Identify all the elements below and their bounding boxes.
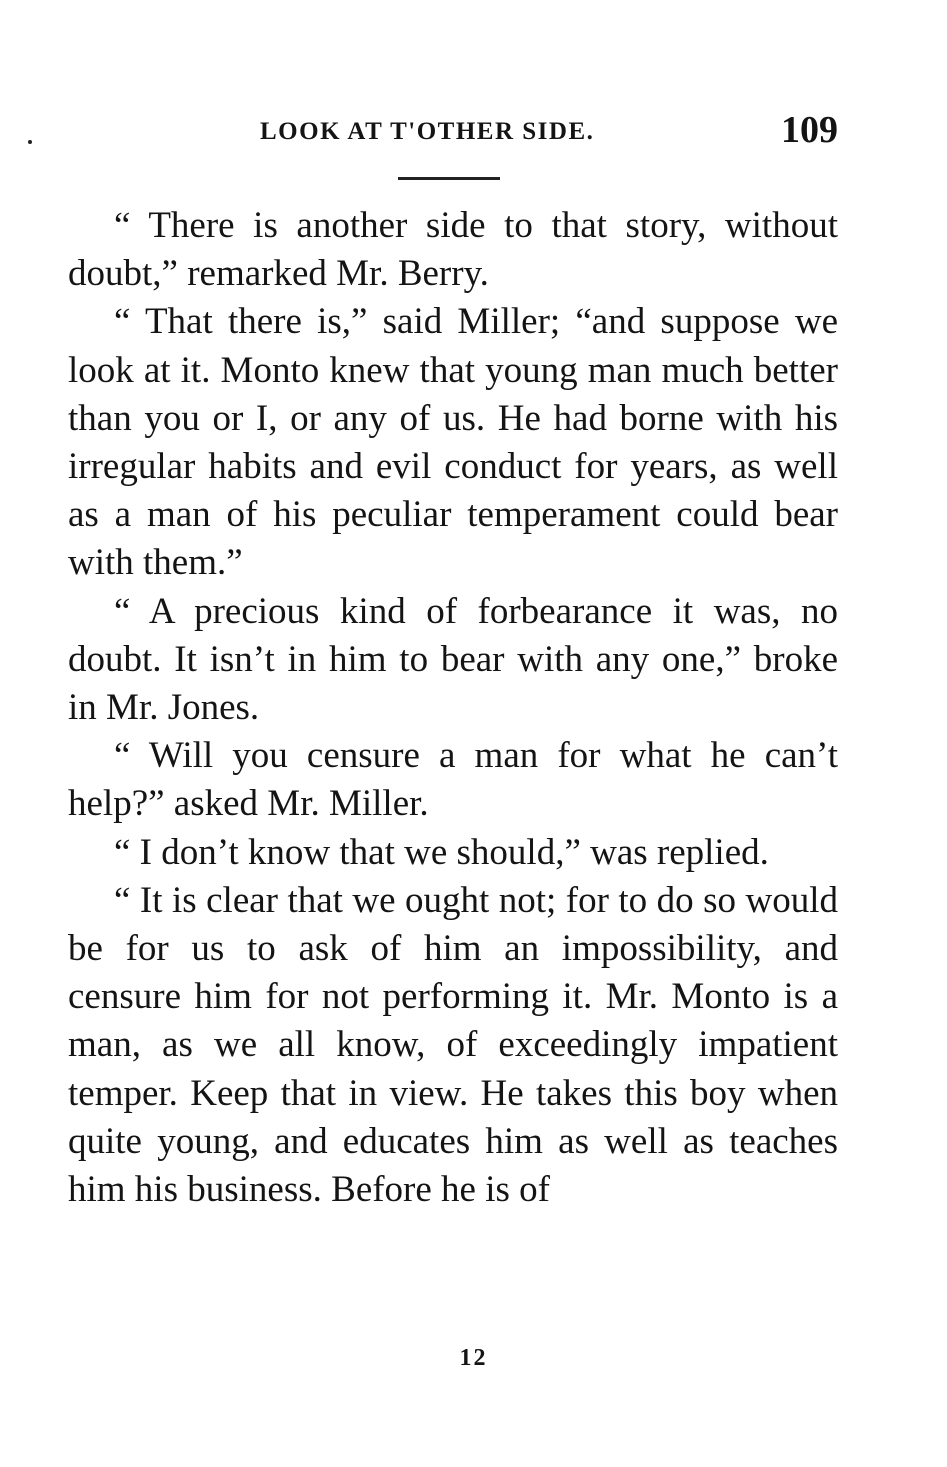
header-rule <box>398 177 500 180</box>
page-number: 109 <box>781 109 838 151</box>
paragraph: “ It is clear that we ought not; for to do so would be for us to ask of him an impossibility, and censure him for not performing it. Mr. Monto is a man, as we all know, of exceedingly impatient temper. Keep that in view. He takes this boy when quite young, and educates him as well as teaches him his business. Before he is of <box>68 879 838 1211</box>
page-header <box>68 108 838 158</box>
running-title: LOOK AT T'OTHER SIDE. <box>260 118 595 145</box>
paragraph: “ Will you censure a man for what he can’t help?” asked Mr. Miller. <box>68 735 838 825</box>
paragraph: “ That there is,” said Miller; “and suppose we look at it. Monto knew that young man much better than you or I, or any of us. He had borne with his irregular habits and evil conduct for years, as well as a man of his peculiar temperament could bear with them.” <box>68 301 838 584</box>
signature-mark: 12 <box>459 1345 488 1371</box>
margin-dot <box>28 140 32 144</box>
paragraph: “ I don’t know that we should,” was replied. <box>114 831 769 873</box>
body-text <box>68 202 838 1214</box>
paragraph: “ There is another side to that story, without doubt,” remarked Mr. Berry. <box>68 205 838 295</box>
paragraph: “ A precious kind of forbearance it was, no doubt. It isn’t in him to bear with any one,” broke in Mr. Jones. <box>68 590 838 729</box>
